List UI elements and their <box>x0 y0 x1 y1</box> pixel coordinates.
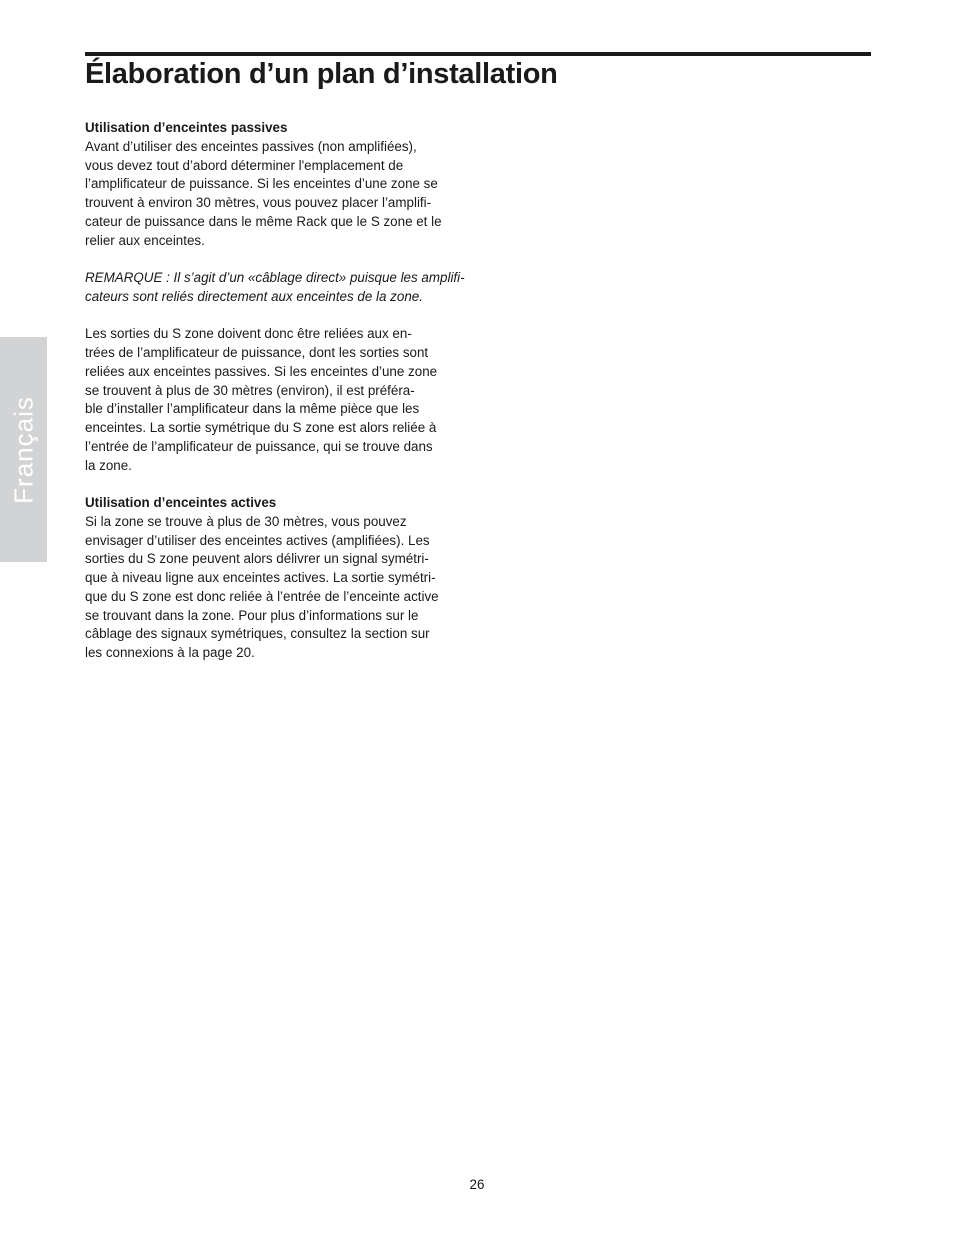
text-line: trouvent à environ 30 mètres, vous pouvez placer l’amplifi- <box>85 195 432 210</box>
language-side-tab <box>0 337 47 562</box>
paragraph-gap <box>85 307 470 326</box>
page-title: Élaboration d’un plan d’installation <box>85 58 558 90</box>
text-line: vous devez tout d’abord déterminer l'emplacement de <box>85 157 404 173</box>
text-line: Avant d’utiliser des enceintes passives (non amplifiées), <box>85 138 417 154</box>
section-heading-active: Utilisation d’enceintes actives <box>85 495 277 510</box>
text-line: la zone. <box>85 457 132 473</box>
text-line: Les sorties du S zone doivent donc être reliées aux en- <box>85 326 412 342</box>
page-number: 26 <box>469 1177 485 1192</box>
text-line: se trouvant dans la zone. Pour plus d’informations sur le <box>85 607 419 623</box>
paragraph-passive-intro <box>85 138 470 251</box>
paragraph-passive-outputs <box>85 325 470 475</box>
text-line: Si la zone se trouve à plus de 30 mètres, vous pouvez <box>85 513 407 529</box>
note-line: REMARQUE : Il s’agit d’un «câblage direct» puisque les amplifi- <box>85 270 465 285</box>
language-tab-label: Français <box>8 395 38 504</box>
paragraph-gap <box>85 475 470 494</box>
text-line: sorties du S zone peuvent alors délivrer un signal symétri- <box>85 551 429 567</box>
text-line: que du S zone est donc reliée à l’entrée de l’enceinte active <box>85 588 439 604</box>
main-text-column <box>85 119 470 663</box>
text-line: trées de l’amplificateur de puissance, dont les sorties sont <box>85 345 429 360</box>
text-line: l’entrée de l’amplificateur de puissance, qui se trouve dans <box>85 438 433 454</box>
paragraph-active <box>85 513 470 663</box>
text-line: relier aux enceintes. <box>85 232 205 248</box>
text-line: câblage des signaux symétriques, consultez la section sur <box>85 626 430 642</box>
note-direct-wiring <box>85 269 470 307</box>
text-line: que à niveau ligne aux enceintes actives. La sortie symétri- <box>85 570 436 585</box>
text-line: se trouvent à plus de 30 mètres (environ), il est préféra- <box>85 382 415 398</box>
text-line: envisager d’utiliser des enceintes actives (amplifiées). Les <box>85 532 430 548</box>
text-line: les connexions à la page 20. <box>85 645 255 660</box>
section-heading-passive: Utilisation d’enceintes passives <box>85 120 288 135</box>
text-line: l’amplificateur de puissance. Si les enceintes d’une zone se <box>85 176 438 192</box>
text-line: enceintes. La sortie symétrique du S zone est alors reliée à <box>85 420 437 435</box>
paragraph-gap <box>85 250 470 269</box>
text-line: cateur de puissance dans le même Rack que le S zone et le <box>85 213 442 229</box>
note-line: cateurs sont reliés directement aux enceintes de la zone. <box>85 288 423 304</box>
text-line: ble d’installer l’amplificateur dans la même pièce que les <box>85 401 420 417</box>
text-line: reliées aux enceintes passives. Si les enceintes d’une zone <box>85 363 438 379</box>
